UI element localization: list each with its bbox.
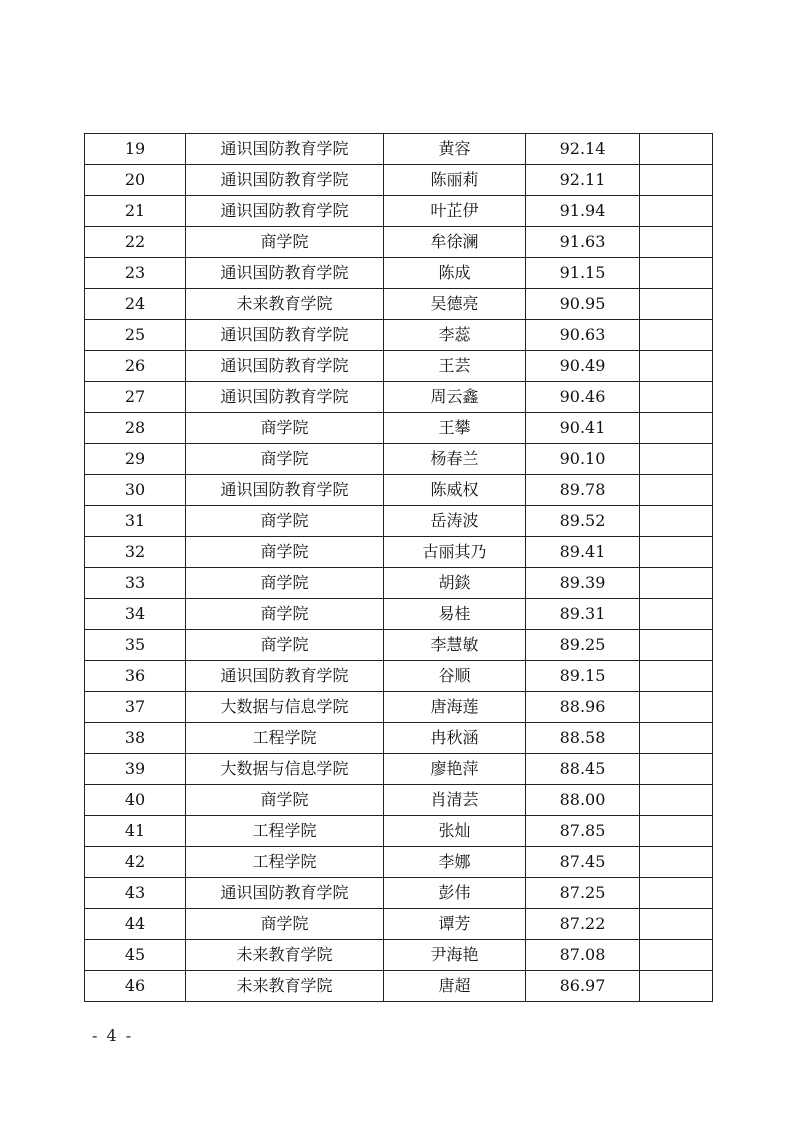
name-cell: 陈丽莉 — [384, 165, 526, 196]
table-row — [85, 382, 713, 413]
college-cell: 商学院 — [186, 444, 384, 475]
rank-cell: 38 — [85, 723, 186, 754]
name-cell: 唐海莲 — [384, 692, 526, 723]
score-cell: 89.52 — [526, 506, 640, 537]
rank-cell: 34 — [85, 599, 186, 630]
note-cell — [640, 382, 713, 413]
note-cell — [640, 661, 713, 692]
name-cell: 唐超 — [384, 971, 526, 1002]
name-cell: 岳涛波 — [384, 506, 526, 537]
name-cell: 李娜 — [384, 847, 526, 878]
college-cell: 通识国防教育学院 — [186, 196, 384, 227]
table-row — [85, 754, 713, 785]
college-cell: 未来教育学院 — [186, 940, 384, 971]
college-cell: 工程学院 — [186, 723, 384, 754]
note-cell — [640, 134, 713, 165]
college-cell: 商学院 — [186, 785, 384, 816]
table-row — [85, 289, 713, 320]
table-row — [85, 692, 713, 723]
college-cell: 未来教育学院 — [186, 971, 384, 1002]
note-cell — [640, 444, 713, 475]
score-cell: 87.22 — [526, 909, 640, 940]
table-row — [85, 971, 713, 1002]
table-row — [85, 320, 713, 351]
note-cell — [640, 630, 713, 661]
name-cell: 彭伟 — [384, 878, 526, 909]
college-cell: 工程学院 — [186, 847, 384, 878]
note-cell — [640, 475, 713, 506]
score-cell: 87.85 — [526, 816, 640, 847]
score-cell: 92.11 — [526, 165, 640, 196]
table-row — [85, 475, 713, 506]
rank-cell: 21 — [85, 196, 186, 227]
college-cell: 商学院 — [186, 227, 384, 258]
score-cell: 89.78 — [526, 475, 640, 506]
name-cell: 张灿 — [384, 816, 526, 847]
name-cell: 尹海艳 — [384, 940, 526, 971]
name-cell: 王芸 — [384, 351, 526, 382]
rank-cell: 29 — [85, 444, 186, 475]
table-row — [85, 444, 713, 475]
college-cell: 通识国防教育学院 — [186, 351, 384, 382]
name-cell: 谭芳 — [384, 909, 526, 940]
ranking-table-body — [85, 134, 713, 1002]
college-cell: 商学院 — [186, 537, 384, 568]
college-cell: 商学院 — [186, 506, 384, 537]
note-cell — [640, 568, 713, 599]
score-cell: 88.96 — [526, 692, 640, 723]
score-cell: 90.63 — [526, 320, 640, 351]
rank-cell: 28 — [85, 413, 186, 444]
rank-cell: 45 — [85, 940, 186, 971]
table-row — [85, 816, 713, 847]
rank-cell: 36 — [85, 661, 186, 692]
rank-cell: 44 — [85, 909, 186, 940]
rank-cell: 24 — [85, 289, 186, 320]
score-cell: 90.41 — [526, 413, 640, 444]
college-cell: 商学院 — [186, 630, 384, 661]
college-cell: 通识国防教育学院 — [186, 134, 384, 165]
rank-cell: 40 — [85, 785, 186, 816]
note-cell — [640, 878, 713, 909]
score-cell: 87.25 — [526, 878, 640, 909]
rank-cell: 32 — [85, 537, 186, 568]
college-cell: 大数据与信息学院 — [186, 692, 384, 723]
college-cell: 通识国防教育学院 — [186, 258, 384, 289]
score-cell: 88.45 — [526, 754, 640, 785]
note-cell — [640, 816, 713, 847]
college-cell: 商学院 — [186, 909, 384, 940]
name-cell: 肖清芸 — [384, 785, 526, 816]
name-cell: 叶芷伊 — [384, 196, 526, 227]
rank-cell: 30 — [85, 475, 186, 506]
score-cell: 87.08 — [526, 940, 640, 971]
name-cell: 吴德亮 — [384, 289, 526, 320]
table-row — [85, 196, 713, 227]
name-cell: 陈威权 — [384, 475, 526, 506]
name-cell: 易桂 — [384, 599, 526, 630]
note-cell — [640, 506, 713, 537]
note-cell — [640, 754, 713, 785]
score-cell: 89.39 — [526, 568, 640, 599]
name-cell: 杨春兰 — [384, 444, 526, 475]
score-cell: 90.10 — [526, 444, 640, 475]
college-cell: 通识国防教育学院 — [186, 475, 384, 506]
table-row — [85, 506, 713, 537]
rank-cell: 31 — [85, 506, 186, 537]
name-cell: 胡錟 — [384, 568, 526, 599]
rank-cell: 22 — [85, 227, 186, 258]
score-cell: 88.58 — [526, 723, 640, 754]
score-cell: 92.14 — [526, 134, 640, 165]
table-row — [85, 661, 713, 692]
score-cell: 89.31 — [526, 599, 640, 630]
name-cell: 周云鑫 — [384, 382, 526, 413]
note-cell — [640, 909, 713, 940]
rank-cell: 35 — [85, 630, 186, 661]
note-cell — [640, 537, 713, 568]
college-cell: 商学院 — [186, 568, 384, 599]
name-cell: 廖艳萍 — [384, 754, 526, 785]
name-cell: 陈成 — [384, 258, 526, 289]
note-cell — [640, 599, 713, 630]
table-row — [85, 351, 713, 382]
rank-cell: 33 — [85, 568, 186, 599]
name-cell: 王攀 — [384, 413, 526, 444]
rank-cell: 26 — [85, 351, 186, 382]
table-row — [85, 909, 713, 940]
table-row — [85, 165, 713, 196]
note-cell — [640, 351, 713, 382]
table-row — [85, 599, 713, 630]
note-cell — [640, 258, 713, 289]
rank-cell: 19 — [85, 134, 186, 165]
rank-cell: 23 — [85, 258, 186, 289]
note-cell — [640, 227, 713, 258]
score-cell: 91.15 — [526, 258, 640, 289]
note-cell — [640, 971, 713, 1002]
note-cell — [640, 692, 713, 723]
name-cell: 黄容 — [384, 134, 526, 165]
name-cell: 冉秋涵 — [384, 723, 526, 754]
rank-cell: 37 — [85, 692, 186, 723]
rank-cell: 27 — [85, 382, 186, 413]
name-cell: 古丽其乃 — [384, 537, 526, 568]
rank-cell: 42 — [85, 847, 186, 878]
score-cell: 89.41 — [526, 537, 640, 568]
score-cell: 90.49 — [526, 351, 640, 382]
note-cell — [640, 940, 713, 971]
table-row — [85, 878, 713, 909]
table-row — [85, 723, 713, 754]
score-cell: 87.45 — [526, 847, 640, 878]
score-cell: 89.25 — [526, 630, 640, 661]
score-cell: 91.94 — [526, 196, 640, 227]
table-row — [85, 227, 713, 258]
rank-cell: 25 — [85, 320, 186, 351]
college-cell: 通识国防教育学院 — [186, 661, 384, 692]
table-row — [85, 785, 713, 816]
note-cell — [640, 289, 713, 320]
rank-cell: 46 — [85, 971, 186, 1002]
note-cell — [640, 196, 713, 227]
name-cell: 李蕊 — [384, 320, 526, 351]
note-cell — [640, 847, 713, 878]
college-cell: 大数据与信息学院 — [186, 754, 384, 785]
score-cell: 90.46 — [526, 382, 640, 413]
college-cell: 未来教育学院 — [186, 289, 384, 320]
college-cell: 商学院 — [186, 599, 384, 630]
score-cell: 88.00 — [526, 785, 640, 816]
college-cell: 通识国防教育学院 — [186, 878, 384, 909]
score-cell: 90.95 — [526, 289, 640, 320]
table-row — [85, 568, 713, 599]
table-row — [85, 847, 713, 878]
note-cell — [640, 165, 713, 196]
table-row — [85, 940, 713, 971]
score-cell: 91.63 — [526, 227, 640, 258]
note-cell — [640, 413, 713, 444]
name-cell: 李慧敏 — [384, 630, 526, 661]
note-cell — [640, 723, 713, 754]
rank-cell: 20 — [85, 165, 186, 196]
page-number: - 4 - — [92, 1026, 134, 1045]
rank-cell: 41 — [85, 816, 186, 847]
college-cell: 商学院 — [186, 413, 384, 444]
table-row — [85, 258, 713, 289]
college-cell: 通识国防教育学院 — [186, 165, 384, 196]
note-cell — [640, 785, 713, 816]
table-row — [85, 537, 713, 568]
college-cell: 通识国防教育学院 — [186, 320, 384, 351]
rank-cell: 43 — [85, 878, 186, 909]
table-row — [85, 134, 713, 165]
rank-cell: 39 — [85, 754, 186, 785]
table-row — [85, 413, 713, 444]
college-cell: 工程学院 — [186, 816, 384, 847]
name-cell: 牟徐澜 — [384, 227, 526, 258]
college-cell: 通识国防教育学院 — [186, 382, 384, 413]
score-cell: 86.97 — [526, 971, 640, 1002]
note-cell — [640, 320, 713, 351]
score-cell: 89.15 — [526, 661, 640, 692]
name-cell: 谷顺 — [384, 661, 526, 692]
ranking-table — [84, 133, 713, 1002]
table-row — [85, 630, 713, 661]
